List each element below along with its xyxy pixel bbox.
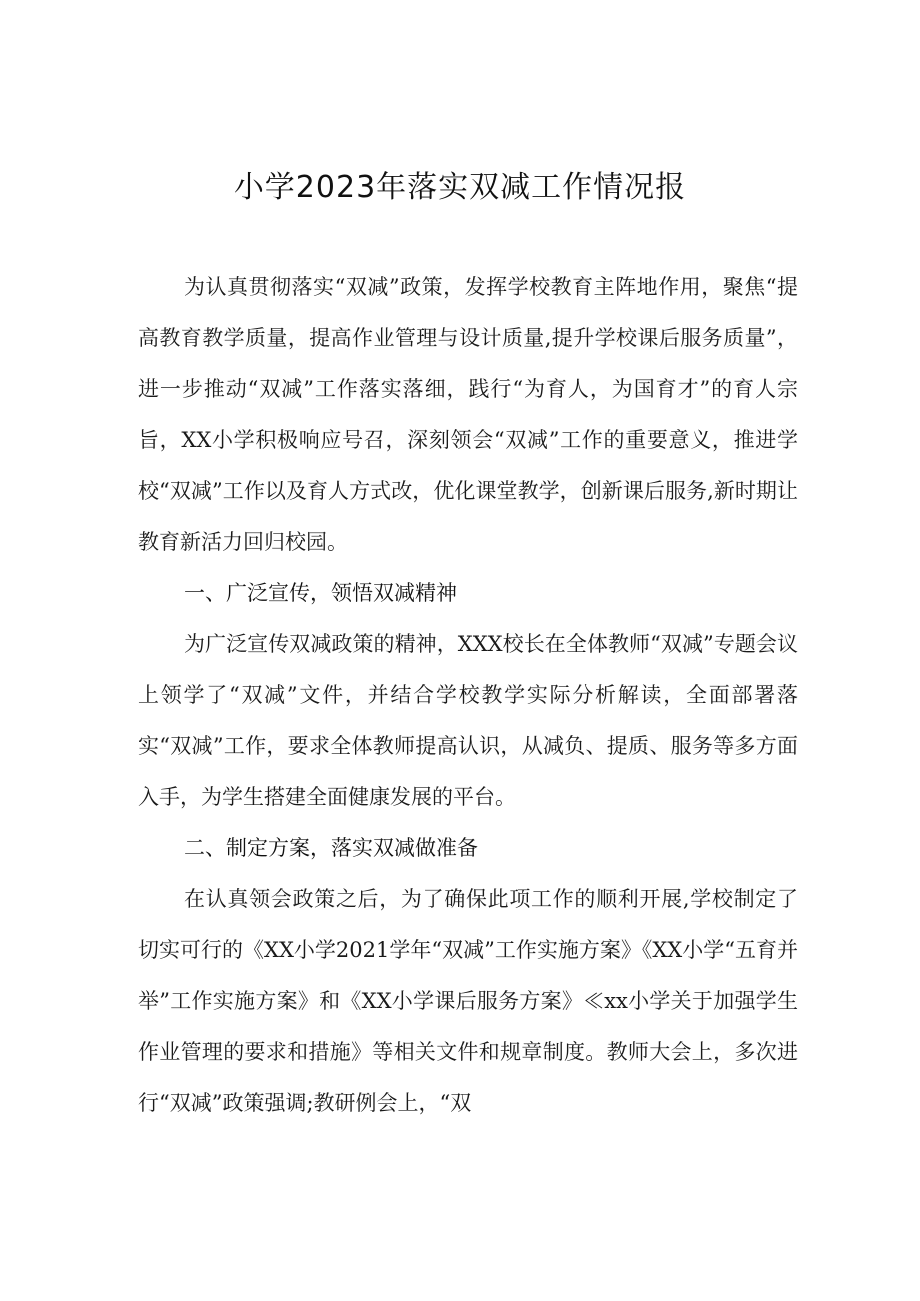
section-heading-publicity: 一、广泛宣传，领悟双减精神: [184, 581, 457, 605]
document-body: [138, 262, 798, 1129]
intro-paragraph: 为认真贯彻落实“双减”政策，发挥学校教育主阵地作用，聚焦“提高教育教学质量，提高作业管理与设计质量,提升学校课后服务质量”，进一步推动“双减”工作落实落细，践行“为育人，为国育才”的育人宗旨，XX小学积极响应号召，深刻领会“双减”工作的重要意义，推进学校“双减”工作以及育人方式改，优化课堂教学，创新课后服务,新时期让教育新活力回归校园。: [138, 275, 798, 554]
section-heading-plan: 二、制定方案，落实双减做准备: [184, 836, 478, 860]
plan-paragraph: 在认真领会政策之后，为了确保此项工作的顺利开展,学校制定了切实可行的《XX小学2021学年“双减”工作实施方案》《XX小学“五育并举”工作实施方案》和《XX小学课后服务方案》≪xx小学关于加强学生作业管理的要求和措施》等相关文件和规章制度。教师大会上，多次进行“双减”政策强调;教研例会上，“双: [138, 887, 798, 1115]
publicity-paragraph: 为广泛宣传双减政策的精神，XXX校长在全体教师“双减”专题会议上领学了“双减”文件，并结合学校教学实际分析解读，全面部署落实“双减”工作，要求全体教师提高认识，从减负、提质、服务等多方面入手，为学生搭建全面健康发展的平台。: [138, 632, 798, 809]
document-title: 小学2023年落实双减工作情况报: [233, 170, 687, 205]
